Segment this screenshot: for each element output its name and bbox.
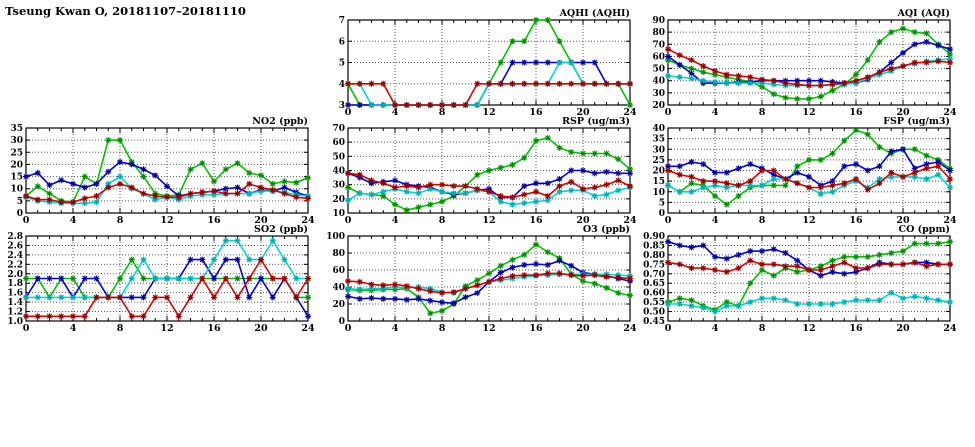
svg-text:15: 15	[652, 177, 665, 188]
svg-text:0: 0	[658, 209, 665, 219]
svg-text:4: 4	[391, 215, 399, 226]
svg-text:40: 40	[652, 76, 665, 87]
svg-text:60: 60	[332, 138, 345, 149]
co-title: CO (ppm)	[898, 224, 950, 235]
chart-no2	[0, 116, 322, 228]
so2-plot-svg	[0, 224, 316, 335]
svg-text:16: 16	[529, 215, 543, 226]
svg-text:16: 16	[529, 323, 543, 334]
svg-text:24: 24	[623, 215, 637, 226]
svg-text:2.8: 2.8	[7, 232, 23, 242]
o3-plot-svg	[322, 224, 638, 335]
svg-text:0: 0	[664, 323, 672, 334]
svg-text:20: 20	[576, 107, 590, 118]
svg-text:24: 24	[943, 215, 957, 226]
svg-text:16: 16	[849, 107, 863, 118]
svg-text:50: 50	[332, 152, 345, 163]
page-title: Tseung Kwan O, 20181107–20181110	[5, 4, 246, 18]
svg-text:2.4: 2.4	[7, 250, 23, 261]
svg-text:16: 16	[529, 107, 543, 118]
svg-text:8: 8	[758, 323, 766, 334]
svg-text:0.55: 0.55	[643, 298, 665, 309]
svg-text:4: 4	[391, 107, 399, 118]
svg-text:35: 35	[10, 124, 23, 134]
rsp-plot-svg	[322, 116, 638, 227]
chart-co	[642, 224, 964, 336]
svg-text:20: 20	[254, 323, 268, 334]
svg-text:1.0: 1.0	[7, 317, 23, 327]
aqi-title: AQI (AQI)	[897, 8, 950, 19]
svg-text:0.65: 0.65	[643, 279, 665, 290]
svg-text:10: 10	[10, 184, 23, 195]
o3-title: O3 (ppb)	[582, 224, 630, 235]
svg-text:20: 20	[254, 215, 268, 226]
svg-text:12: 12	[482, 107, 496, 118]
svg-text:4: 4	[69, 215, 77, 226]
svg-text:1.4: 1.4	[7, 298, 23, 309]
svg-text:0: 0	[664, 215, 672, 226]
svg-text:30: 30	[652, 88, 665, 99]
svg-text:0: 0	[338, 317, 345, 327]
svg-text:20: 20	[896, 323, 910, 334]
svg-text:8: 8	[438, 323, 446, 334]
svg-text:30: 30	[10, 136, 23, 147]
aqhi-title: AQHI (AQHI)	[559, 8, 630, 19]
svg-text:0.75: 0.75	[643, 260, 665, 271]
svg-text:40: 40	[332, 283, 345, 293]
chart-fsp	[642, 116, 964, 228]
chart-aqhi	[322, 8, 644, 120]
svg-text:12: 12	[802, 323, 816, 334]
svg-text:80: 80	[652, 28, 665, 39]
svg-text:20: 20	[332, 300, 345, 310]
aqi-plot-svg	[642, 8, 958, 119]
svg-text:4: 4	[69, 323, 77, 334]
svg-text:8: 8	[438, 107, 446, 118]
svg-text:2.6: 2.6	[7, 241, 23, 252]
so2-title: SO2 (ppb)	[254, 224, 308, 235]
svg-text:0.90: 0.90	[643, 232, 665, 242]
svg-text:0.80: 0.80	[643, 250, 665, 261]
svg-text:20: 20	[896, 215, 910, 226]
svg-text:0: 0	[344, 107, 352, 118]
svg-text:4: 4	[338, 79, 345, 90]
svg-text:12: 12	[160, 323, 174, 334]
rsp-title: RSP (ug/m3)	[562, 116, 630, 127]
svg-text:80: 80	[332, 249, 345, 259]
svg-text:20: 20	[652, 101, 665, 111]
svg-text:16: 16	[207, 215, 221, 226]
svg-text:40: 40	[652, 124, 665, 134]
svg-text:70: 70	[332, 124, 345, 134]
fsp-plot-svg	[642, 116, 958, 227]
svg-text:25: 25	[10, 148, 23, 159]
svg-text:12: 12	[802, 107, 816, 118]
svg-text:5: 5	[16, 196, 23, 207]
svg-text:2.2: 2.2	[7, 260, 23, 271]
svg-text:12: 12	[802, 215, 816, 226]
chart-rsp	[322, 116, 644, 228]
svg-text:5: 5	[658, 198, 665, 209]
svg-text:24: 24	[623, 323, 637, 334]
svg-text:0: 0	[22, 215, 30, 226]
svg-text:7: 7	[338, 16, 345, 26]
svg-text:4: 4	[711, 215, 719, 226]
svg-text:2.0: 2.0	[7, 269, 23, 280]
svg-text:1.6: 1.6	[7, 288, 23, 299]
svg-text:24: 24	[301, 323, 315, 334]
svg-text:35: 35	[652, 134, 665, 145]
svg-text:16: 16	[849, 323, 863, 334]
svg-text:8: 8	[438, 215, 446, 226]
svg-text:4: 4	[391, 323, 399, 334]
svg-text:4: 4	[711, 323, 719, 334]
svg-text:3: 3	[338, 101, 345, 111]
svg-text:25: 25	[652, 155, 665, 166]
chart-aqi	[642, 8, 964, 120]
svg-text:15: 15	[10, 172, 23, 183]
svg-text:20: 20	[576, 215, 590, 226]
svg-text:20: 20	[332, 194, 345, 205]
svg-text:30: 30	[332, 180, 345, 191]
svg-text:16: 16	[849, 215, 863, 226]
svg-text:0.85: 0.85	[643, 241, 665, 252]
svg-text:4: 4	[711, 107, 719, 118]
svg-text:6: 6	[338, 37, 345, 48]
svg-text:90: 90	[652, 16, 665, 26]
svg-text:20: 20	[576, 323, 590, 334]
svg-text:16: 16	[207, 323, 221, 334]
svg-text:12: 12	[482, 323, 496, 334]
svg-text:60: 60	[652, 52, 665, 63]
svg-text:8: 8	[116, 215, 124, 226]
svg-text:5: 5	[338, 58, 345, 69]
svg-text:8: 8	[758, 215, 766, 226]
svg-text:1.8: 1.8	[7, 279, 23, 290]
svg-text:0: 0	[664, 107, 672, 118]
svg-text:20: 20	[652, 166, 665, 177]
svg-text:0: 0	[16, 209, 23, 219]
svg-text:20: 20	[896, 107, 910, 118]
no2-title: NO2 (ppb)	[252, 116, 308, 127]
svg-text:50: 50	[652, 64, 665, 75]
svg-text:10: 10	[332, 209, 345, 219]
chart-so2	[0, 224, 322, 336]
svg-text:24: 24	[943, 323, 957, 334]
svg-text:24: 24	[301, 215, 315, 226]
svg-text:60: 60	[332, 266, 345, 276]
svg-text:12: 12	[482, 215, 496, 226]
svg-text:0: 0	[344, 323, 352, 334]
svg-text:20: 20	[10, 160, 23, 171]
svg-text:0.45: 0.45	[643, 317, 665, 327]
svg-text:0.70: 0.70	[643, 269, 665, 280]
svg-text:0.60: 0.60	[643, 288, 665, 299]
chart-o3	[322, 224, 644, 336]
no2-plot-svg	[0, 116, 316, 227]
fsp-title: FSP (ug/m3)	[883, 116, 950, 127]
svg-text:0.50: 0.50	[643, 307, 665, 318]
co-plot-svg	[642, 224, 958, 335]
svg-text:10: 10	[652, 187, 665, 198]
svg-text:30: 30	[652, 145, 665, 156]
svg-text:0: 0	[22, 323, 30, 334]
svg-text:70: 70	[652, 40, 665, 51]
svg-text:8: 8	[116, 323, 124, 334]
svg-text:24: 24	[943, 107, 957, 118]
svg-text:1.2: 1.2	[7, 307, 23, 318]
aqhi-plot-svg	[322, 8, 638, 119]
svg-text:40: 40	[332, 166, 345, 177]
svg-text:0: 0	[344, 215, 352, 226]
svg-text:8: 8	[758, 107, 766, 118]
svg-text:12: 12	[160, 215, 174, 226]
svg-text:100: 100	[326, 232, 345, 242]
svg-text:24: 24	[623, 107, 637, 118]
